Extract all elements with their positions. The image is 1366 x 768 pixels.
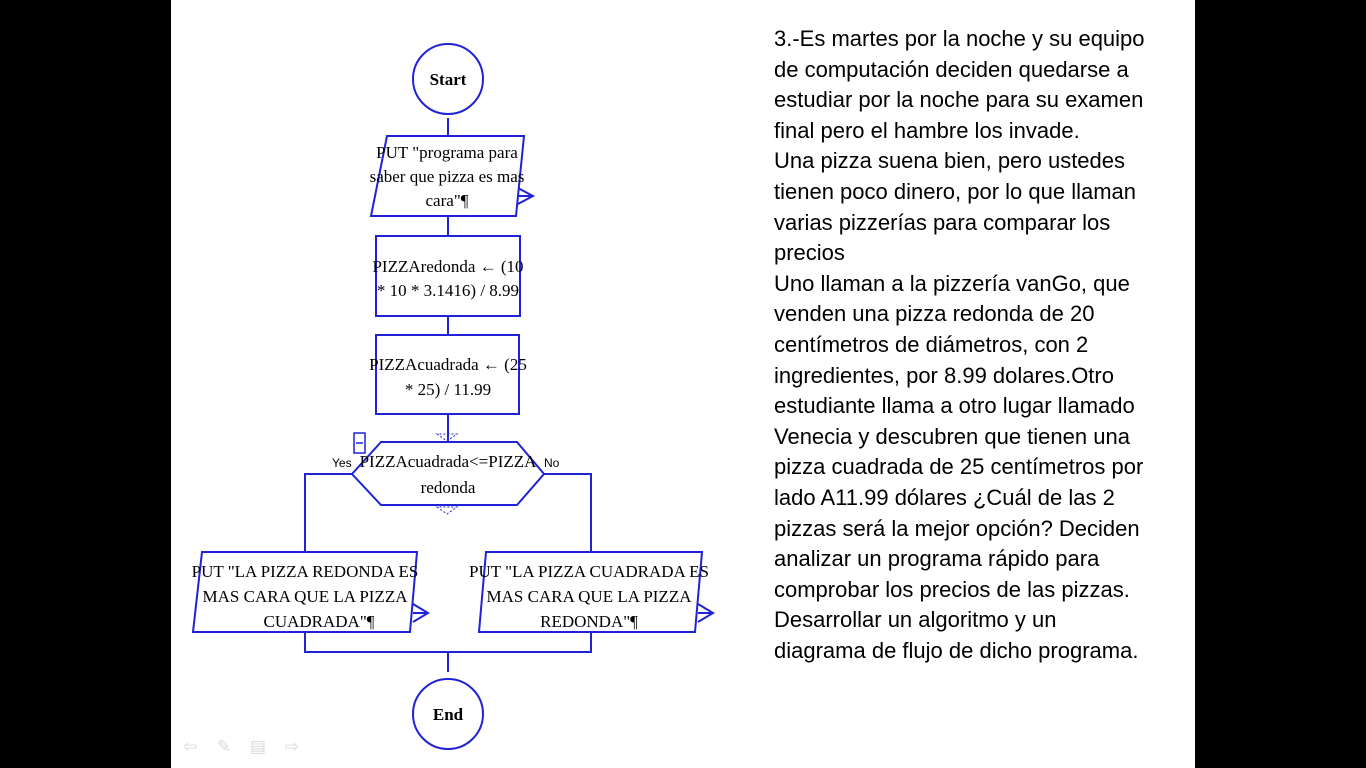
assign-redonda-line-2: * 10 * 3.1416) / 8.99 <box>376 281 520 300</box>
problem-paragraph-1: 3.-Es martes por la noche y su equipo de computación deciden quedarse a estudiar por la noche para su examen final pero el hambre los invade. <box>774 26 1145 143</box>
problem-statement <box>774 24 1154 666</box>
assign-redonda-box <box>376 236 520 316</box>
end-label: End <box>432 705 464 724</box>
input-node <box>370 136 525 216</box>
assign-redonda-line-1: PIZZAredonda ← (10 <box>372 257 524 276</box>
assign-cuadrada-line-2: * 25) / 11.99 <box>404 380 492 399</box>
connector-yes-branch <box>305 474 352 552</box>
connector-no-branch <box>544 474 591 552</box>
decision-bottom-marker <box>437 507 457 514</box>
output-cuadrada-line-3: REDONDA"¶ <box>540 612 638 631</box>
assign-cuadrada-node <box>369 335 527 414</box>
output-cuadrada-line-2: MAS CARA QUE LA PIZZA <box>486 587 692 606</box>
yes-label: Yes <box>332 456 352 470</box>
connector-merge <box>305 632 591 652</box>
no-label: No <box>544 456 560 470</box>
input-line-1: PUT "programa para <box>376 143 518 162</box>
assign-cuadrada-line-1: PIZZAcuadrada ← (25 <box>369 355 527 374</box>
output-cuadrada-line-1: PUT "LA PIZZA CUADRADA ES <box>469 562 709 581</box>
slideshow-nav <box>179 738 303 756</box>
output-cuadrada-node <box>469 552 709 632</box>
assign-cuadrada-box <box>376 335 519 414</box>
pen-icon[interactable]: ✎ <box>216 737 232 757</box>
end-node <box>413 679 483 749</box>
input-line-2: saber que pizza es mas <box>369 167 525 186</box>
output-redonda-node <box>192 552 419 632</box>
arrow-left-icon[interactable]: ⇦ <box>182 737 198 757</box>
menu-icon[interactable]: ▤ <box>249 737 267 757</box>
decision-line-1: PIZZAcuadrada<=PIZZA <box>359 452 537 471</box>
start-label: Start <box>429 70 467 89</box>
arrow-right-icon[interactable]: ⇨ <box>284 737 300 757</box>
output-redonda-line-3: CUADRADA"¶ <box>263 612 375 631</box>
start-node <box>413 44 483 114</box>
output-redonda-line-2: MAS CARA QUE LA PIZZA <box>202 587 408 606</box>
input-line-3: cara"¶ <box>425 191 469 210</box>
decision-node <box>332 433 560 514</box>
output-redonda-line-1: PUT "LA PIZZA REDONDA ES <box>191 562 419 581</box>
slide <box>171 0 1195 768</box>
assign-redonda-node <box>372 236 523 316</box>
problem-paragraph-3: Uno llaman a la pizzería vanGo, que venden una pizza redonda de 20 centímetros de diámetros, con 2 ingredientes, por 8.99 dolares.Otro estudiante llama a otro lugar llamado Venecia y descubren que tienen una pizza cuadrada de 25 centímetros por lado A11.99 dólares ¿Cuál de las 2 pizzas será la mejor opción? Deciden analizar un programa rápido para comprobar los precios de las pizzas. Desarrollar un algoritmo y un diagrama de flujo de dicho programa. <box>774 270 1144 663</box>
decision-line-2: redonda <box>420 478 476 497</box>
problem-paragraph-2: Una pizza suena bien, pero ustedes tienen poco dinero, por lo que llaman varias pizzerías para comparar los precios <box>774 148 1137 266</box>
